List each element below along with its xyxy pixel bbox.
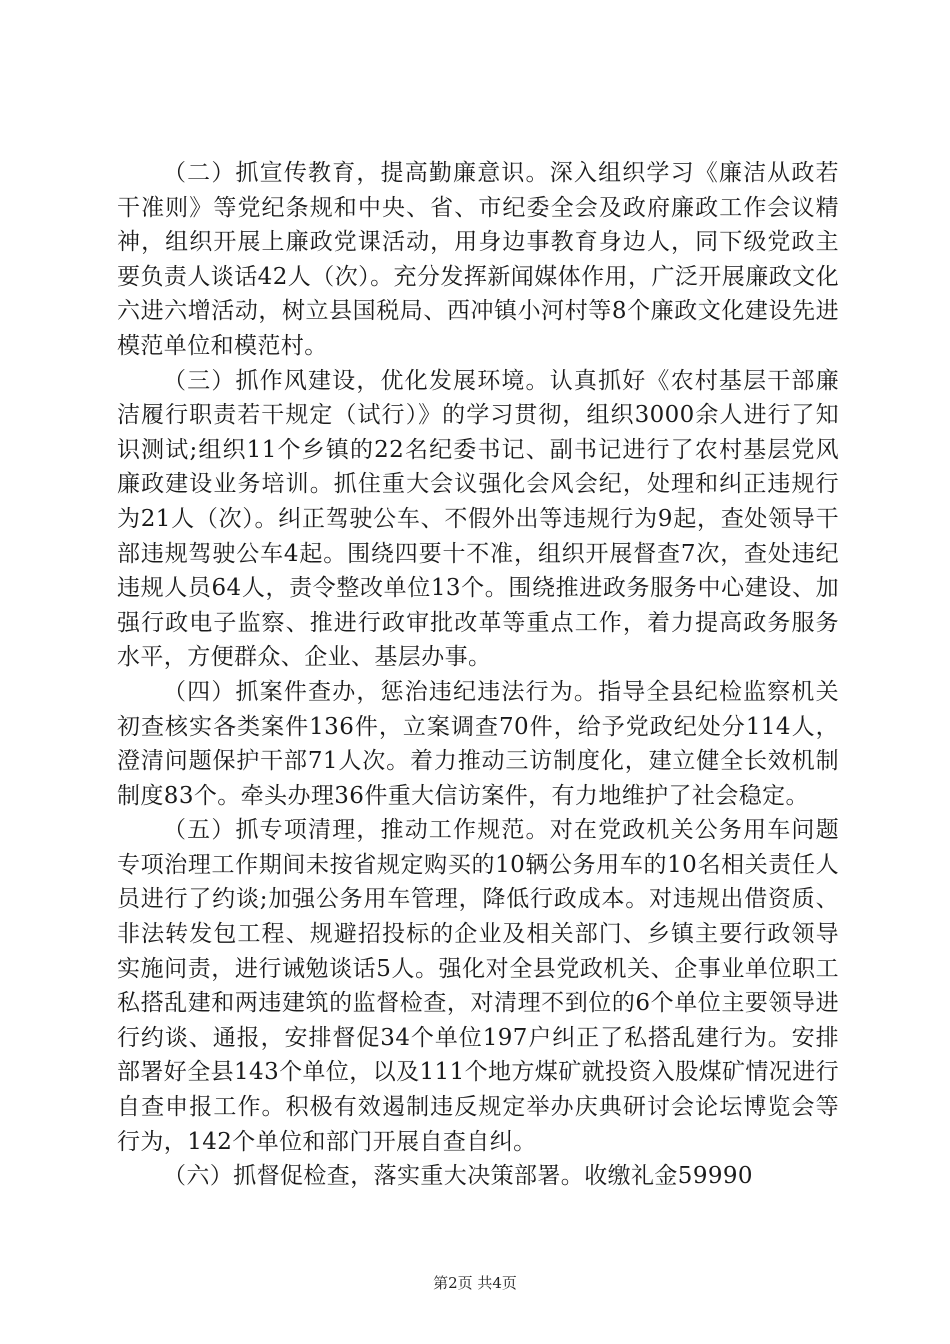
paragraph-supervision: （六）抓督促检查，落实重大决策部署。收缴礼金59990 [163, 1163, 753, 1190]
document-body [117, 156, 839, 1194]
paragraph-propaganda-education: （二）抓宣传教育，提高勤廉意识。深入组织学习《廉洁从政若干准则》等党纪条规和中央、省、市纪委全会及政府廉政工作会议精神，组织开展上廉政党课活动，用身边事教育身边人，同下级党政主要负责人谈话42人（次）。充分发挥新闻媒体作用，广泛开展廉政文化六进六增活动，树立县国税局、西冲镇小河村等8个廉政文化建设先进模范单位和模范村。 [117, 160, 839, 359]
paragraph-special-cleanup: （五）抓专项清理，推动工作规范。对在党政机关公务用车问题专项治理工作期间未按省规定购买的10辆公务用车的10名相关责任人员进行了约谈;加强公务用车管理，降低行政成本。对违规出借资质、非法转发包工程、规避招投标的企业及相关部门、乡镇主要行政领导实施问责，进行诫勉谈话5人。强化对全县党政机关、企事业单位职工私搭乱建和两违建筑的监督检查，对清理不到位的6个单位主要领导进行约谈、通报，安排督促34个单位197户纠正了私搭乱建行为。安排部署好全县143个单位，以及111个地方煤矿就投资入股煤矿情况进行自查申报工作。积极有效遏制违反规定举办庆典研讨会论坛博览会等行为，142个单位和部门开展自查自纠。 [117, 817, 839, 1155]
page-number-footer: 第2页 共4页 [433, 1274, 517, 1292]
paragraph-case-handling: （四）抓案件查办，惩治违纪违法行为。指导全县纪检监察机关初查核实各类案件136件，立案调查70件，给予党政纪处分114人，澄清问题保护干部71人次。着力推动三访制度化，建立健全长效机制制度83个。牵头办理36件重大信访案件，有力地维护了社会稳定。 [117, 678, 839, 809]
paragraph-work-style: （三）抓作风建设，优化发展环境。认真抓好《农村基层干部廉洁履行职责若干规定（试行）》的学习贯彻，组织3000余人进行了知识测试;组织11个乡镇的22名纪委书记、副书记进行了农村基层党风廉政建设业务培训。抓住重大会议强化会风会纪，处理和纠正违规行为21人（次）。纠正驾驶公车、不假外出等违规行为9起，查处领导干部违规驾驶公车4起。围绕四要十不准，组织开展督查7次，查处违纪违规人员64人，责令整改单位13个。围绕推进政务服务中心建设、加强行政电子监察、推进行政审批改革等重点工作，着力提高政务服务水平，方便群众、企业、基层办事。 [117, 367, 839, 671]
